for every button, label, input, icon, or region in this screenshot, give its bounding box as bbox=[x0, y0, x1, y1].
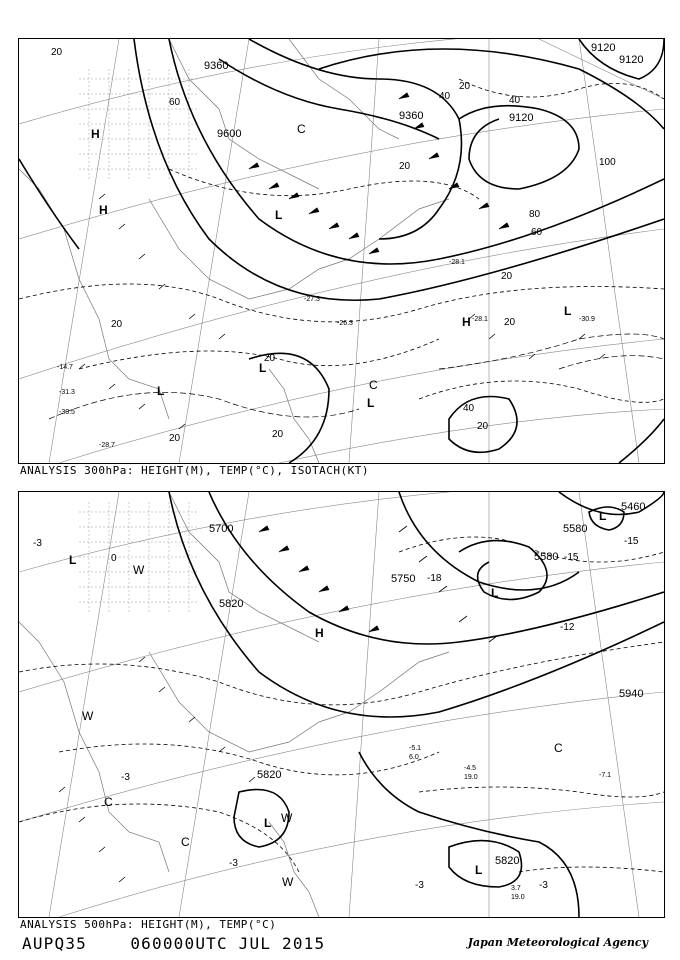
temperature-value: -31.3 bbox=[59, 389, 75, 396]
isotherm-label: -15 bbox=[624, 536, 639, 547]
map-300hpa-svg bbox=[19, 39, 664, 463]
contour-label: 5750 bbox=[391, 573, 416, 585]
isotach-label: 20 bbox=[501, 271, 513, 282]
isotherms bbox=[19, 79, 664, 402]
cold-marker: C bbox=[369, 378, 378, 392]
low-pressure-marker: L bbox=[367, 396, 375, 410]
isotach-label: 40 bbox=[463, 403, 475, 414]
isotach-label: 100 bbox=[599, 157, 616, 168]
high-pressure-marker: H bbox=[91, 127, 100, 141]
warm-marker: W bbox=[281, 811, 293, 825]
temperature-value: -4.5 bbox=[464, 765, 477, 772]
contour-label: 9600 bbox=[217, 128, 242, 140]
low-pressure-marker: L bbox=[599, 509, 607, 523]
cold-marker: C bbox=[297, 122, 306, 136]
height-contours bbox=[169, 492, 664, 917]
warm-marker: W bbox=[133, 563, 145, 577]
contour-label: 5820 bbox=[257, 769, 282, 781]
hatched-area bbox=[79, 502, 199, 612]
contour-label: 5940 bbox=[619, 688, 644, 700]
isotherm-label: -3 bbox=[121, 772, 130, 783]
contour-label: 9120 bbox=[619, 54, 644, 66]
cold-marker: C bbox=[104, 795, 113, 809]
caption-300hpa: ANALYSIS 300hPa: HEIGHT(M), TEMP(°C), ISOTACH(KT) bbox=[20, 464, 370, 477]
low-pressure-marker: L bbox=[275, 208, 283, 222]
isotherm-label: -3 bbox=[415, 880, 424, 891]
cold-marker: C bbox=[554, 741, 563, 755]
isotach-label: 20 bbox=[51, 47, 63, 58]
isotherm-label: 0 bbox=[111, 553, 117, 564]
isotherm-label: -12 bbox=[560, 622, 575, 633]
coastlines bbox=[19, 39, 449, 463]
low-pressure-marker: L bbox=[259, 361, 267, 375]
contour-label: 5820 bbox=[219, 598, 244, 610]
temperature-value: 19.0 bbox=[464, 774, 478, 781]
high-pressure-marker: H bbox=[462, 315, 471, 329]
temperature-value: -26.3 bbox=[337, 320, 353, 327]
temperature-value: -28.1 bbox=[472, 316, 488, 323]
high-pressure-marker: H bbox=[315, 626, 324, 640]
temperature-value: 19.0 bbox=[511, 894, 525, 901]
temperature-value: -7.1 bbox=[599, 772, 612, 779]
isotach-label: 20 bbox=[111, 319, 123, 330]
isotherm-label: -15 bbox=[564, 552, 579, 563]
warm-marker: W bbox=[282, 875, 294, 889]
temperature-value: 3.7 bbox=[511, 885, 521, 892]
low-pressure-marker: L bbox=[491, 586, 499, 600]
isotach-label: 20 bbox=[272, 429, 284, 440]
high-pressure-marker: H bbox=[99, 203, 108, 217]
isotherm-label: -3 bbox=[229, 858, 238, 869]
isotach-label: 20 bbox=[504, 317, 516, 328]
contour-label: 5580 bbox=[563, 523, 588, 535]
cold-marker: C bbox=[181, 835, 190, 849]
isotherm-label: -3 bbox=[33, 538, 42, 549]
low-pressure-marker: L bbox=[264, 816, 272, 830]
temperature-value: -5.1 bbox=[409, 745, 422, 752]
isotachs bbox=[49, 334, 664, 419]
chart-code: AUPQ35 bbox=[22, 934, 87, 953]
temperature-value: -28.7 bbox=[99, 442, 115, 449]
isotach-label: 60 bbox=[169, 97, 181, 108]
temperature-value: 6.0 bbox=[409, 754, 419, 761]
analysis-300hpa-map bbox=[18, 38, 665, 464]
chart-timestamp: 060000UTC JUL 2015 bbox=[130, 934, 326, 953]
isotach-label: 40 bbox=[439, 91, 451, 102]
contour-label: 9360 bbox=[204, 60, 229, 72]
map-500hpa-svg bbox=[19, 492, 664, 917]
chart-footer bbox=[22, 934, 325, 953]
temperature-value: -14.7 bbox=[57, 364, 73, 371]
isotherm-label: -3 bbox=[539, 880, 548, 891]
temperature-value: -30.9 bbox=[579, 316, 595, 323]
contour-label: 5580 bbox=[534, 551, 559, 563]
isotach-label: 20 bbox=[264, 353, 276, 364]
analysis-500hpa-map bbox=[18, 491, 665, 918]
contour-label: 9120 bbox=[509, 112, 534, 124]
isotach-label: 80 bbox=[529, 209, 541, 220]
contour-label: 5460 bbox=[621, 501, 646, 513]
isotach-label: 40 bbox=[509, 95, 521, 106]
warm-marker: W bbox=[82, 709, 94, 723]
isotach-label: 20 bbox=[169, 433, 181, 444]
temperature-value: -30.5 bbox=[59, 409, 75, 416]
temperature-value: -27.3 bbox=[304, 296, 320, 303]
low-pressure-marker: L bbox=[564, 304, 572, 318]
isotach-label: 60 bbox=[531, 227, 543, 238]
isotach-label: 20 bbox=[477, 421, 489, 432]
temperature-value: -28.1 bbox=[449, 259, 465, 266]
isotherm-label: -18 bbox=[427, 573, 442, 584]
agency-name: Japan Meteorological Agency bbox=[467, 936, 648, 949]
low-pressure-marker: L bbox=[157, 384, 165, 398]
contour-label: 9360 bbox=[399, 110, 424, 122]
isotach-label: 20 bbox=[459, 81, 471, 92]
low-pressure-marker: L bbox=[69, 553, 77, 567]
coastlines bbox=[19, 492, 449, 917]
height-contours bbox=[19, 39, 664, 463]
low-pressure-marker: L bbox=[475, 863, 483, 877]
contour-label: 9120 bbox=[591, 42, 616, 54]
contour-label: 5820 bbox=[495, 855, 520, 867]
caption-500hpa: ANALYSIS 500hPa: HEIGHT(M), TEMP(°C) bbox=[20, 918, 277, 931]
isotach-label: 20 bbox=[399, 161, 411, 172]
contour-label: 5700 bbox=[209, 523, 234, 535]
